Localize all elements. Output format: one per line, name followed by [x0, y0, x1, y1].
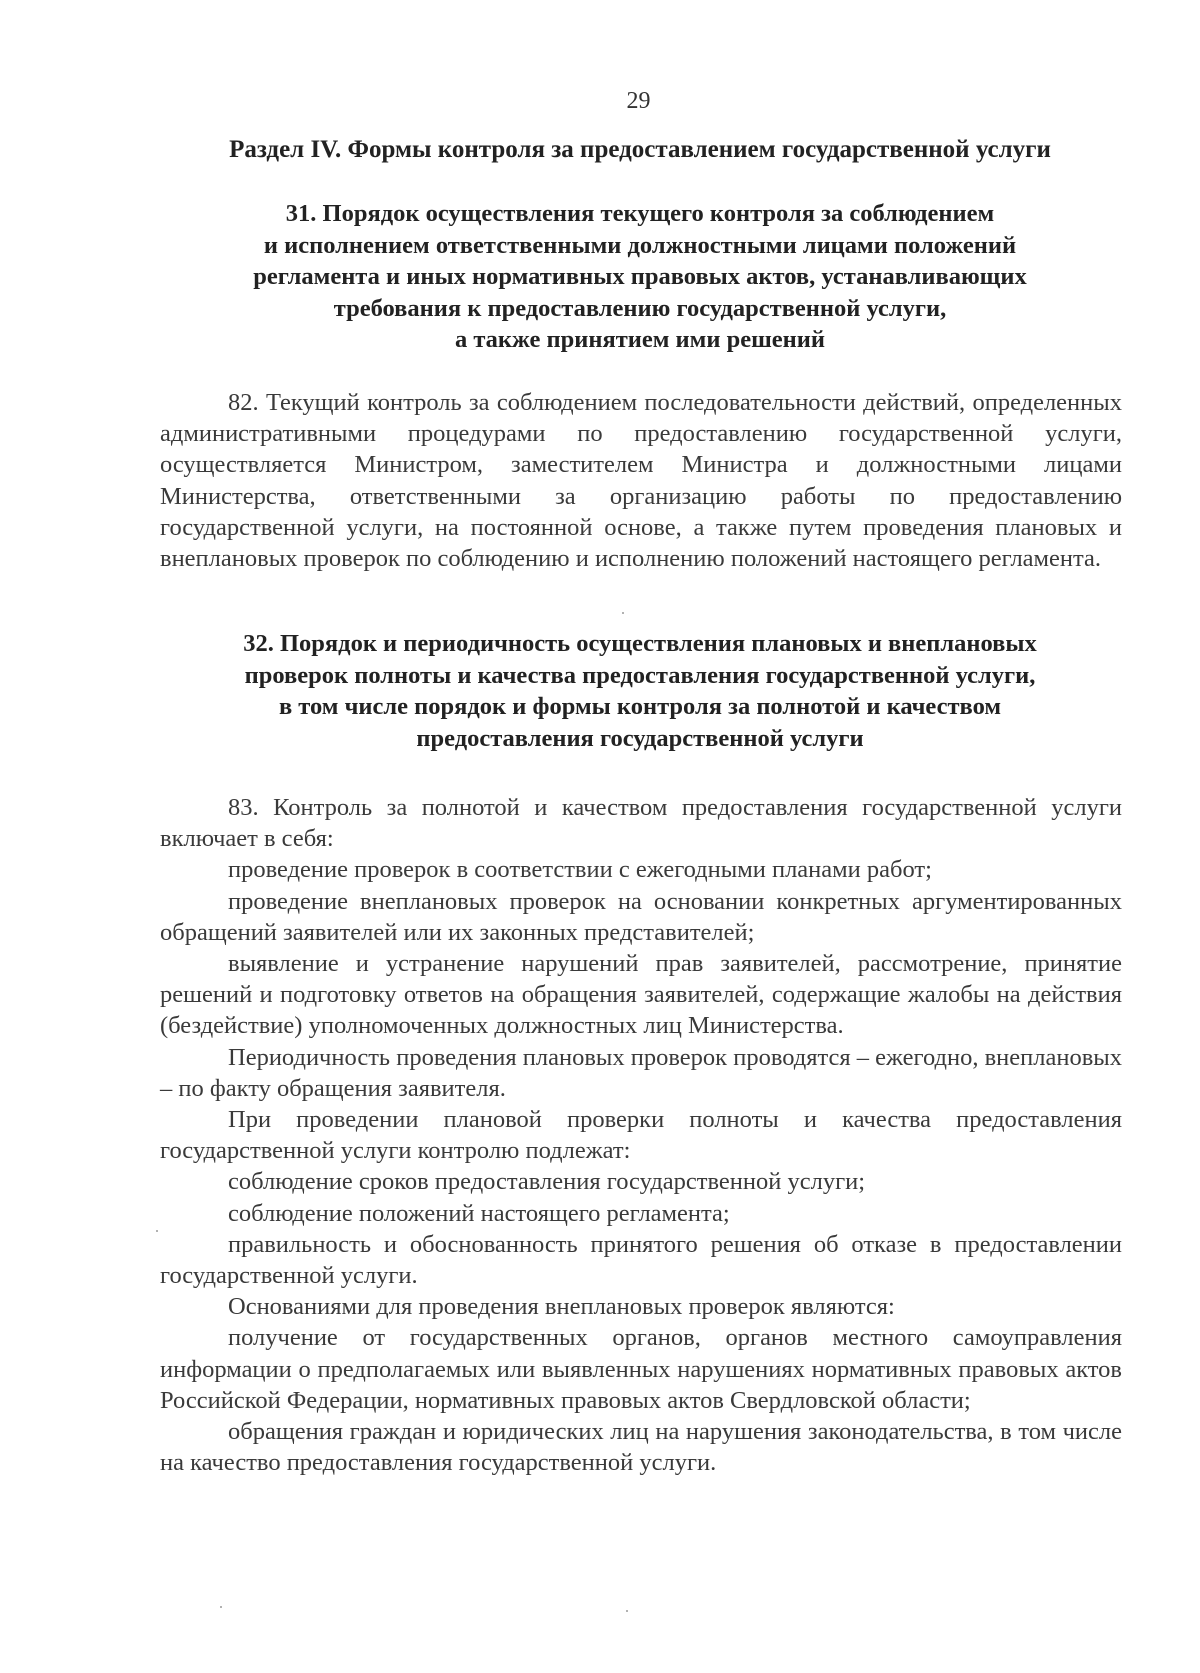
paragraph-83-block — [160, 792, 1122, 1478]
heading-31-line: а также принятием ими решений — [454, 326, 826, 353]
paragraph: соблюдение сроков предоставления государственной услуги; — [228, 1168, 866, 1196]
section-title: Раздел IV. Формы контроля за предоставлением государственной услуги — [229, 136, 1051, 163]
paragraph: соблюдение положений настоящего регламента; — [228, 1199, 730, 1227]
heading-32-line: проверок полноты и качества предоставления государственной услуги, — [244, 661, 1036, 689]
paragraph: Периодичность проведения плановых проверок проводятся – ежегодно, внеплановых – по факту обращения заявителя. — [160, 1043, 1122, 1102]
scan-speck — [156, 1230, 158, 1232]
paragraph: 83. Контроль за полнотой и качеством предоставления государственной услуги включает в себя: — [160, 794, 1122, 853]
heading-31-line: требования к предоставлению государственной услуги, — [333, 294, 947, 322]
paragraph: правильность и обоснованность принятого решения об отказе в предоставлении государственной услуги. — [160, 1230, 1122, 1290]
heading-31-line: регламента и иных нормативных правовых актов, устанавливающих — [253, 263, 1027, 290]
paragraph: Основаниями для проведения внеплановых проверок являются: — [228, 1293, 895, 1321]
heading-32-line: 32. Порядок и периодичность осуществления плановых и внеплановых — [243, 630, 1037, 657]
scan-speck — [622, 612, 624, 614]
paragraph: выявление и устранение нарушений прав заявителей, рассмотрение, принятие решений и подготовку ответов на обращения заявителей, содержащие жалобы на действия (бездействие) уполномоченных должностных лиц Министерства. — [160, 950, 1122, 1040]
page-number: 29 — [626, 88, 651, 114]
paragraph: проведение проверок в соответствии с ежегодными планами работ; — [228, 856, 932, 884]
heading-31 — [160, 198, 1120, 356]
heading-31-line: 31. Порядок осуществления текущего контроля за соблюдением — [285, 200, 995, 227]
paragraph-82: 82. Текущий контроль за соблюдением последовательности действий, определенных административными процедурами по предоставлению государственной услуги, осуществляется Министром, заместителем Министра и должностными лицами Министерства, ответственными за организацию работы по предоставлению государственной услуги, на постоянной основе, а также путем проведения плановых и внеплановых проверок по соблюдению и исполнению положений настоящего регламента. — [160, 389, 1122, 573]
paragraph: проведение внеплановых проверок на основании конкретных аргументированных обращений заявителей или их законных представителей; — [160, 887, 1122, 946]
heading-32-line: предоставления государственной услуги — [416, 724, 864, 752]
heading-31-line: и исполнением ответственными должностными лицами положений — [263, 231, 1017, 259]
paragraph: обращения граждан и юридических лиц на нарушения законодательства, в том числе на качество предоставления государственной услуги. — [160, 1418, 1122, 1477]
paragraph: получение от государственных органов, органов местного самоуправления информации о предполагаемых или выявленных нарушениях нормативных правовых актов Российской Федерации, нормативных правовых актов Свердловской области; — [160, 1324, 1122, 1414]
scan-speck — [220, 1606, 222, 1608]
scan-speck — [626, 1610, 628, 1612]
paragraph: При проведении плановой проверки полноты и качества предоставления государственной услуги контролю подлежат: — [160, 1106, 1122, 1165]
heading-32 — [160, 628, 1120, 754]
heading-32-line: в том числе порядок и формы контроля за полнотой и качеством — [278, 693, 1002, 720]
paragraph-82-block — [160, 387, 1122, 574]
